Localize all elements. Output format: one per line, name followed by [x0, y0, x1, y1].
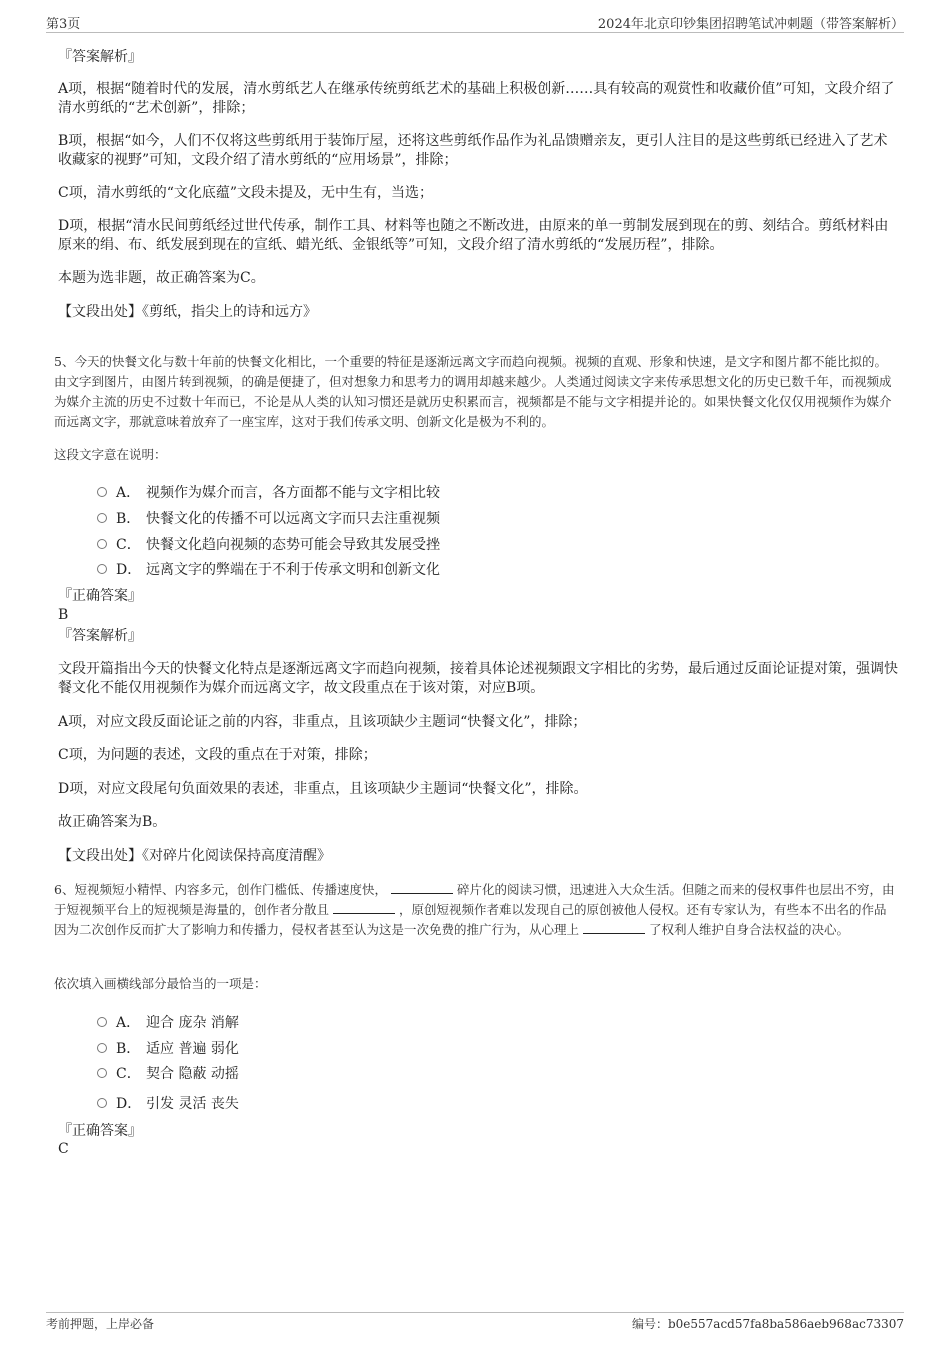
question-5-option-d[interactable]: D． 远离文字的弊端在于不利于传承文明和创新文化: [97, 559, 440, 579]
analysis-main: 文段开篇指出今天的快餐文化特点是逐渐远离文字而趋向视频，接着具体论述视频跟文字相比的劣势，最后通过反面论证提对策，强调快餐文化不能仅用视频作为媒介而远离文字，故文段重点在于该对策，对应B项。: [58, 661, 898, 696]
correct-answer: C: [58, 1141, 69, 1157]
header-divider: [46, 32, 904, 33]
analysis-option-d: D项，对应文段尾句负面效果的表述，非重点，且该项缺少主题词“快餐文化”，排除。: [58, 781, 588, 797]
radio-icon[interactable]: [97, 1098, 107, 1108]
question-5-option-c[interactable]: C． 快餐文化趋向视频的态势可能会导致其发展受挫: [97, 534, 440, 554]
page-number: 第3页: [46, 17, 81, 32]
analysis-option-a: A项，根据“随着时代的发展，清水剪纸艺人在继承传统剪纸艺术的基础上积极创新……具有较高的观赏性和收藏价值”可知，文段介绍了清水剪纸的“艺术创新”，排除；: [58, 81, 895, 116]
page-header: [0, 0, 950, 40]
correct-answer: B: [58, 607, 69, 623]
footer-divider: [46, 1312, 904, 1313]
radio-icon[interactable]: [97, 1017, 107, 1027]
analysis-label: 『答案解析』: [58, 49, 142, 65]
question-6-stem: 6、短视频短小精悍、内容多元，创作门槛低、传播速度快， 碎片化的阅读习惯，迅速进入大众生活。但随之而来的侵权事件也层出不穷，由于短视频平台上的短视频是海量的，创作者分散且 ，原创短视频作者难以发现自己的原创被他人侵权。还有专家认为，有些本不出名的作品因为二次创作反而扩大了影响力和传播力，侵权者甚至认为这是一次免费的推广行为，从心理上 了权利人维护自身合法权益的决心。: [54, 882, 895, 937]
fill-blank-2: [333, 901, 395, 914]
analysis-option-b: B项，根据“如今，人们不仅将这些剪纸用于装饰厅屋，还将这些剪纸作品作为礼品馈赠亲友，更引人注目的是这些剪纸已经进入了艺术收藏家的视野”可知，文段介绍了清水剪纸的“应用场景”，排除；: [58, 133, 888, 168]
fill-blank-1: [391, 881, 453, 894]
radio-icon[interactable]: [97, 1068, 107, 1078]
question-6-option-a[interactable]: A． 迎合 庞杂 消解: [97, 1012, 239, 1032]
correct-answer-label: 『正确答案』: [58, 1123, 142, 1139]
question-5-prompt: 这段文字意在说明：: [54, 447, 167, 462]
document-id: 编号：b0e557acd57fa8ba586aeb968ac73307: [631, 1317, 904, 1331]
radio-icon[interactable]: [97, 1043, 107, 1053]
correct-answer-label: 『正确答案』: [58, 588, 142, 604]
analysis-conclusion: 故正确答案为B。: [58, 814, 167, 830]
radio-icon[interactable]: [97, 487, 107, 497]
source-citation: 【文段出处】《对碎片化阅读保持高度清醒》: [58, 848, 331, 864]
question-6-option-c[interactable]: C． 契合 隐蔽 动摇: [97, 1063, 239, 1083]
analysis-option-a: A项，对应文段反面论证之前的内容，非重点，且该项缺少主题词“快餐文化”，排除；: [58, 714, 587, 730]
radio-icon[interactable]: [97, 564, 107, 574]
question-5-option-a[interactable]: A． 视频作为媒介而言，各方面都不能与文字相比较: [97, 482, 440, 502]
analysis-label: 『答案解析』: [58, 628, 142, 644]
question-6-prompt: 依次填入画横线部分最恰当的一项是：: [54, 976, 267, 991]
analysis-option-c: C项，清水剪纸的“文化底蕴”文段未提及，无中生有，当选；: [58, 185, 434, 201]
source-citation: 【文段出处】《剪纸，指尖上的诗和远方》: [58, 304, 317, 320]
question-5-option-b[interactable]: B． 快餐文化的传播不可以远离文字而只去注重视频: [97, 508, 440, 528]
analysis-conclusion: 本题为选非题，故正确答案为C。: [58, 270, 265, 286]
fill-blank-3: [583, 921, 645, 934]
question-5-stem: 5、今天的快餐文化与数十年前的快餐文化相比，一个重要的特征是逐渐远离文字而趋向视频。视频的直观、形象和快速，是文字和图片都不能比拟的。由文字到图片，由图片转到视频，的确是便捷了，但对想象力和思考力的调用却越来越少。人类通过阅读文字来传承思想文化的历史已数千年，而视频成为媒介主流的历史不过数十年而已，不论是从人类的认知习惯还是就历史积累而言，视频都是不能与文字相提并论的。如果快餐文化仅仅用视频作为媒介而远离文字，那就意味着放弃了一座宝库，这对于我们传承文明、创新文化是极为不利的。: [54, 354, 892, 429]
analysis-option-c: C项，为问题的表述，文段的重点在于对策，排除；: [58, 747, 377, 763]
analysis-option-d: D项，根据“清水民间剪纸经过世代传承，制作工具、材料等也随之不断改进，由原来的单一剪制发展到现在的剪、刻结合。剪纸材料由原来的绢、布、纸发展到现在的宣纸、蜡光纸、金银纸等”可知，文段介绍了清水剪纸的“发展历程”，排除。: [58, 218, 889, 253]
question-6-option-b[interactable]: B． 适应 普遍 弱化: [97, 1038, 239, 1058]
radio-icon[interactable]: [97, 513, 107, 523]
page-footer: [0, 1305, 950, 1345]
radio-icon[interactable]: [97, 539, 107, 549]
question-6-option-d[interactable]: D． 引发 灵活 丧失: [97, 1093, 239, 1113]
document-title: 2024年北京印钞集团招聘笔试冲刺题（带答案解析）: [597, 17, 904, 32]
footer-slogan: 考前押题，上岸必备: [46, 1317, 155, 1331]
